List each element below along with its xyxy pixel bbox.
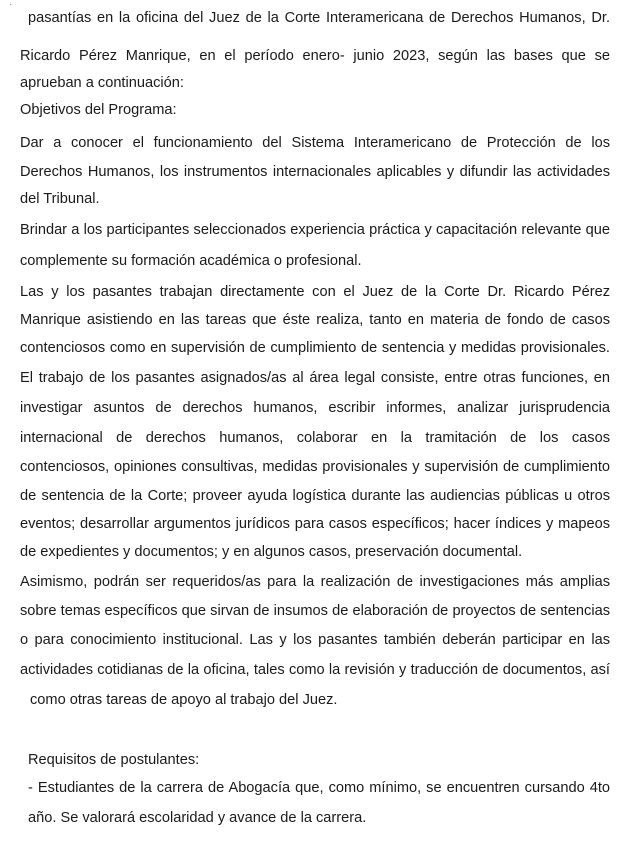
scan-speck: · [9, 0, 13, 10]
section-heading: Objetivos del Programa: [20, 102, 177, 118]
text-line: año. Se valorará escolaridad y avance de la carrera. [28, 810, 367, 826]
text-line: Manrique asistiendo en las tareas que éste realiza, tanto en materia de fondo de casos [20, 312, 610, 328]
text-line: complemente su formación académica o profesional. [20, 253, 362, 269]
section-heading: Requisitos de postulantes: [28, 752, 200, 768]
text-line: Ricardo Pérez Manrique, en el período enero- junio 2023, según las bases que se [20, 48, 610, 64]
text-line: eventos; desarrollar argumentos jurídicos para casos específicos; hacer índices y mapeos [20, 516, 610, 532]
text-line: contenciosos como en supervisión de cumplimiento de sentencia y medidas provisionales. [20, 340, 610, 356]
text-line: actividades cotidianas de la oficina, tales como la revisión y traducción de documentos, así [20, 662, 610, 678]
text-line: internacional de derechos humanos, colaborar en la tramitación de los casos [20, 430, 610, 446]
text-line: Asimismo, podrán ser requeridos/as para la realización de investigaciones más amplias [20, 574, 610, 590]
text-line: Las y los pasantes trabajan directamente con el Juez de la Corte Dr. Ricardo Pérez [20, 284, 610, 300]
text-line: El trabajo de los pasantes asignados/as al área legal consiste, entre otras funciones, en [20, 370, 610, 386]
text-line: como otras tareas de apoyo al trabajo del Juez. [30, 692, 338, 708]
text-line: contenciosos, opiniones consultivas, medidas provisionales y supervisión de cumplimiento [20, 459, 610, 475]
text-line: o para conocimiento institucional. Las y los pasantes también deberán participar en las [20, 632, 610, 648]
text-line: de expedientes y documentos; y en algunos casos, preservación documental. [20, 544, 523, 560]
text-line: sobre temas específicos que sirvan de insumos de elaboración de proyectos de sentencias [20, 603, 610, 619]
text-line: investigar asuntos de derechos humanos, escribir informes, analizar jurisprudencia [20, 400, 610, 416]
text-line: Brindar a los participantes seleccionados experiencia práctica y capacitación relevante que [20, 222, 610, 238]
text-line: de sentencia de la Corte; proveer ayuda logística durante las audiencias públicas u otros [20, 488, 610, 504]
text-line: Dar a conocer el funcionamiento del Sistema Interamericano de Protección de los [20, 135, 610, 151]
list-item: - Estudiantes de la carrera de Abogacía que, como mínimo, se encuentren cursando 4to [28, 780, 610, 796]
text-line: aprueban a continuación: [20, 75, 184, 91]
text-line: Derechos Humanos, los instrumentos internacionales aplicables y difundir las actividades [20, 164, 610, 180]
text-line: del Tribunal. [20, 191, 100, 207]
text-line: pasantías en la oficina del Juez de la Corte Interamericana de Derechos Humanos, Dr. [28, 10, 610, 26]
